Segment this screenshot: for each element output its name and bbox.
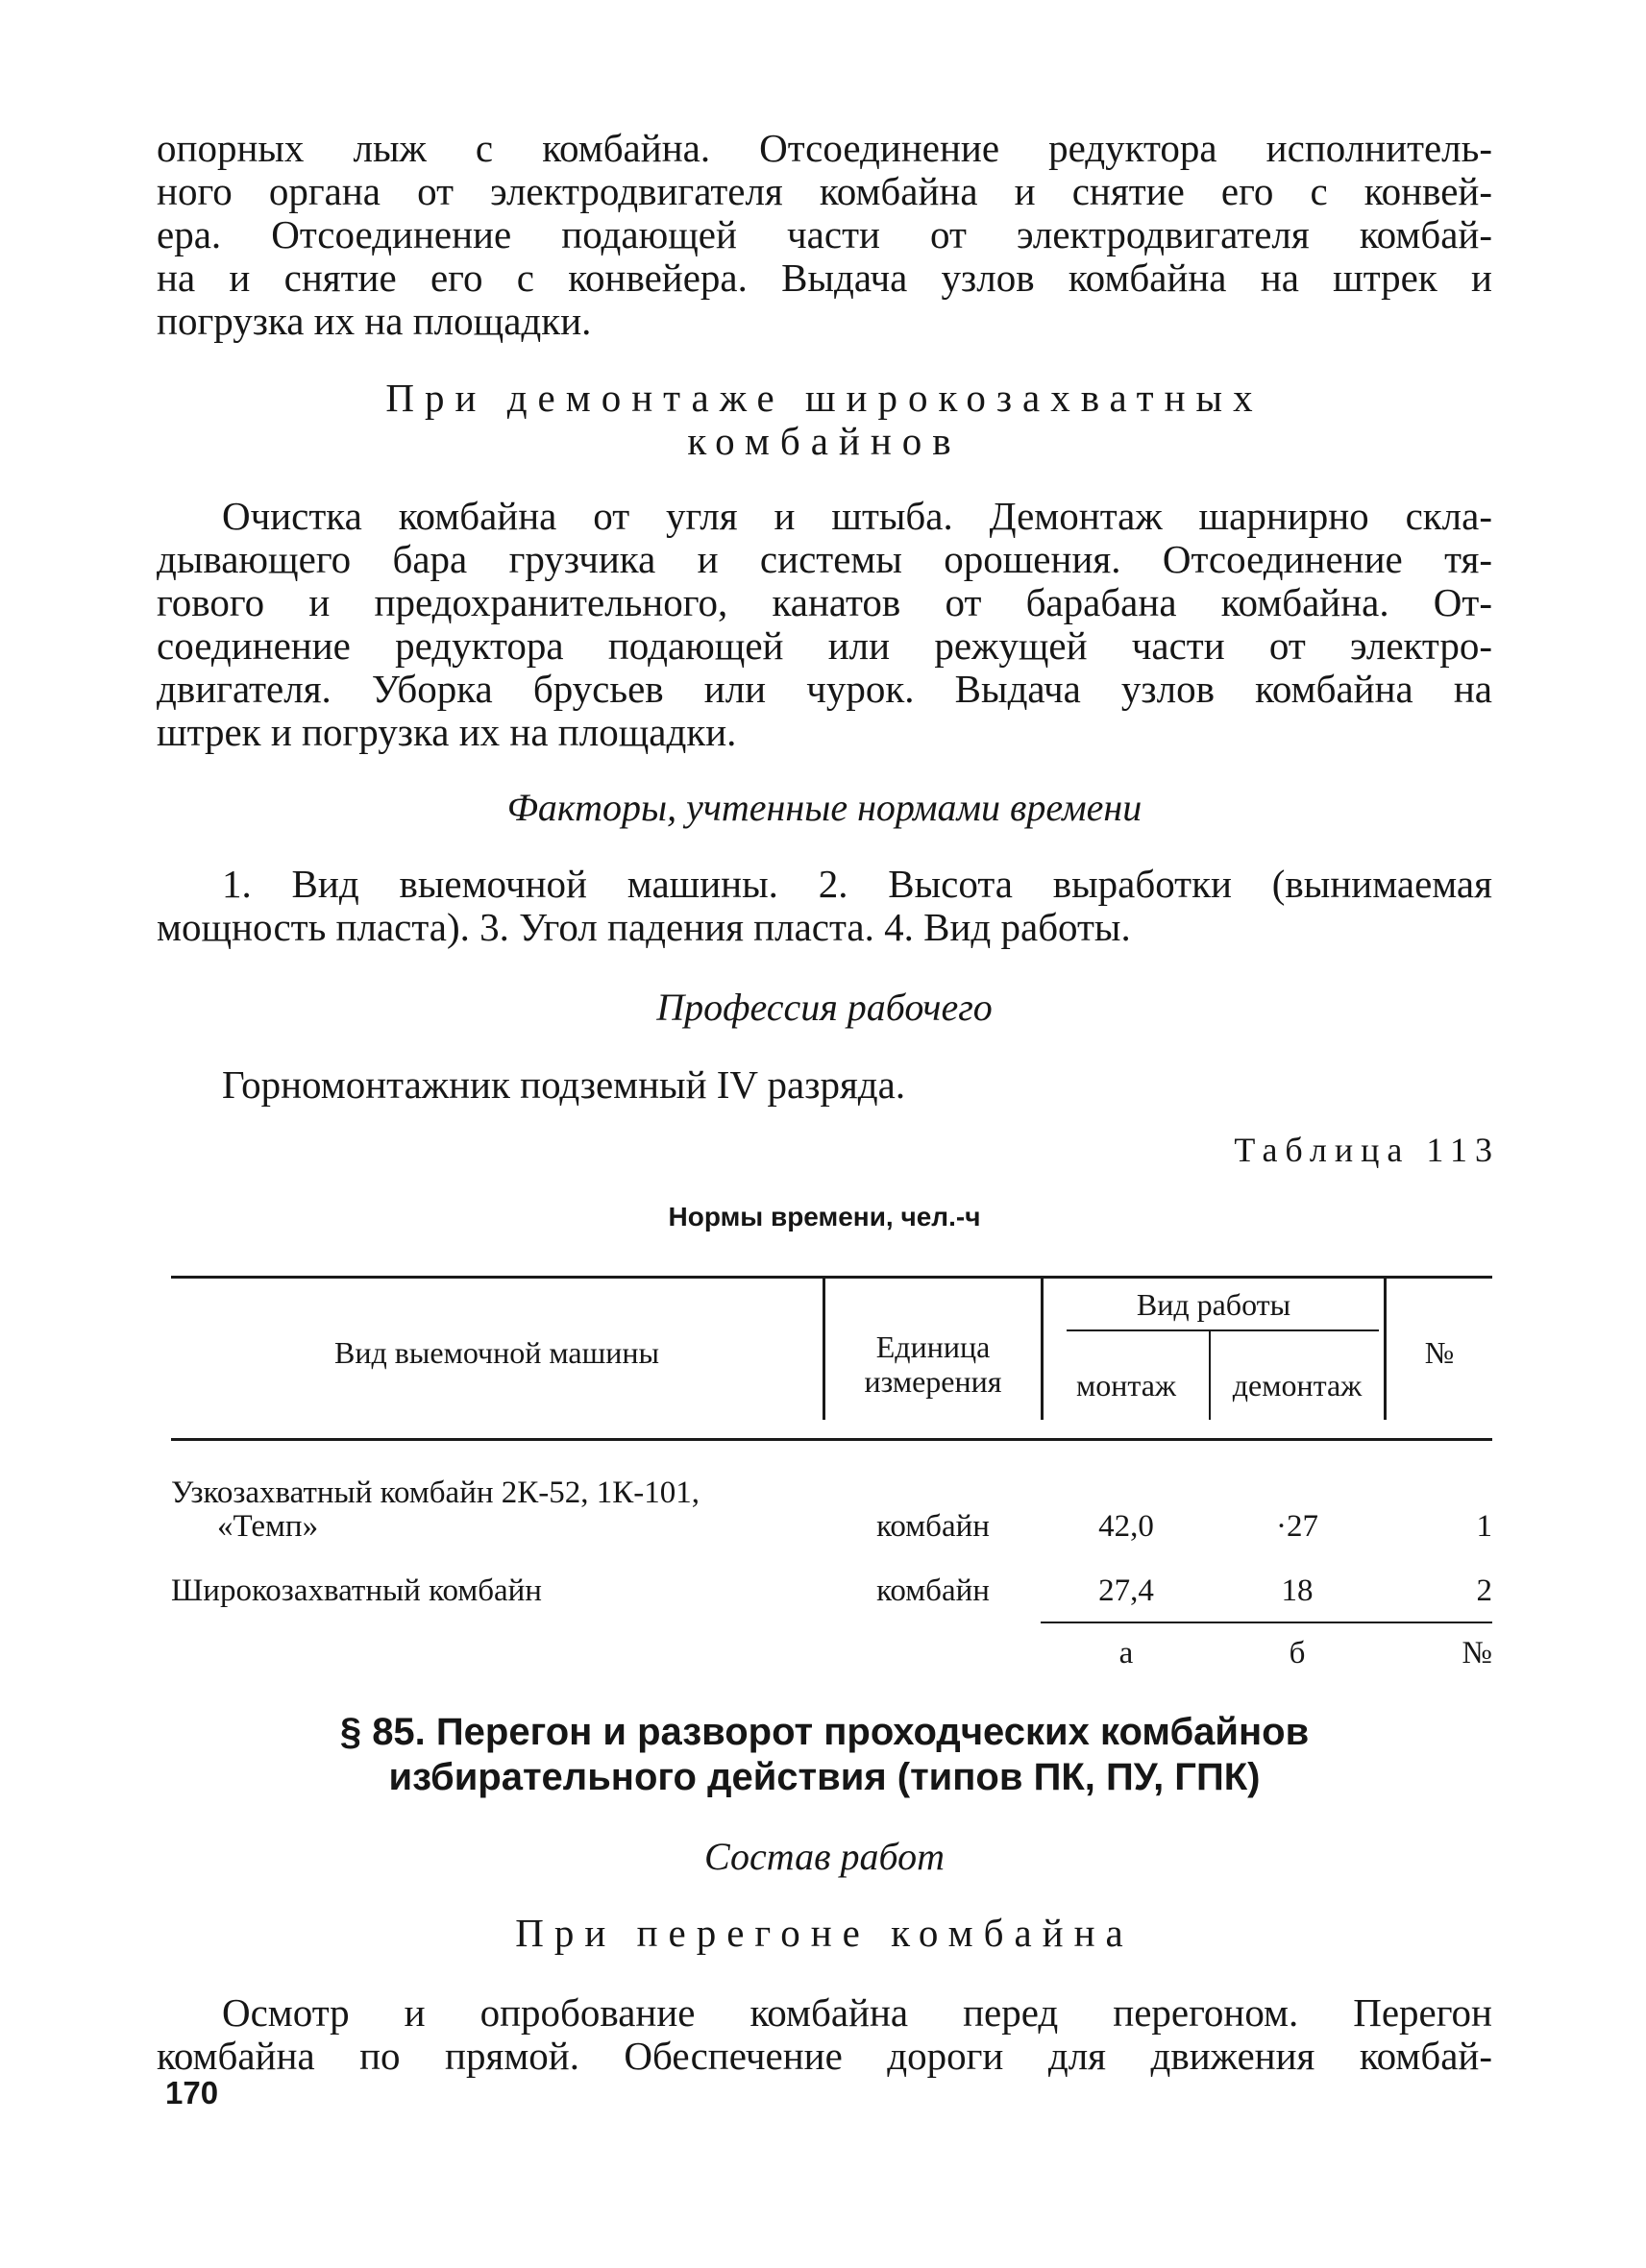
text-line: Осмотр и опробование комбайна перед перегоном. Перегон <box>222 1990 1492 2035</box>
text-line: дывающего бара грузчика и системы орошения. Отсоединение тя- <box>157 537 1492 581</box>
text-line: соединение редуктора подающей или режущей части от электро- <box>157 623 1492 668</box>
table-top-rule <box>171 1276 1492 1279</box>
table-header-rule <box>171 1438 1492 1441</box>
footer-key-a: а <box>1118 1636 1134 1671</box>
text-line: ного органа от электродвигателя комбайна и снятие его с конвей- <box>157 169 1492 213</box>
profession-paragraph <box>157 1063 1492 1107</box>
factors-heading: Факторы, учтенные нормами времени <box>506 786 1142 829</box>
row2-unit: комбайн <box>876 1573 990 1608</box>
header-unit-line2: измерения <box>864 1364 1002 1399</box>
header-machine-type: Вид выемочной машины <box>334 1335 659 1370</box>
text-line: комбайна по прямой. Обеспечение дороги для движения комбай- <box>157 2034 1492 2078</box>
header-work-type: Вид работы <box>1136 1287 1291 1322</box>
text-line: погрузка их на площадки. <box>157 299 592 343</box>
row1-number: 1 <box>1476 1509 1492 1544</box>
section-title-line1: § 85. Перегон и разворот проходческих комбайнов <box>339 1711 1310 1753</box>
table-label: Таблица 113 <box>1234 1131 1500 1169</box>
table-title: Нормы времени, чел.-ч <box>668 1202 981 1232</box>
profession-heading: Профессия рабочего <box>656 986 993 1029</box>
row1-machine-line2: «Темп» <box>217 1509 319 1544</box>
row2-dismount: 18 <box>1281 1573 1314 1608</box>
relocation-paragraph <box>157 1991 1492 2078</box>
text-line: 1. Вид выемочной машины. 2. Высота выработки (вынимаемая <box>222 862 1492 906</box>
text-line: Горномонтажник подземный IV разряда. <box>222 1062 906 1107</box>
text-line: гового и предохранительного, канатов от барабана комбайна. От- <box>157 580 1492 624</box>
text-line: на и снятие его с конвейера. Выдача узлов комбайна на штрек и <box>157 256 1492 300</box>
row2-machine: Широкозахватный комбайн <box>171 1573 542 1608</box>
header-unit-line1: Единица <box>875 1329 991 1364</box>
row1-unit: комбайн <box>876 1509 990 1544</box>
wide-combine-paragraph <box>157 495 1492 754</box>
wide-combine-heading-line2: комбайнов <box>687 419 962 463</box>
text-line: двигателя. Уборка брусьев или чурок. Выдача узлов комбайна на <box>157 667 1492 711</box>
factors-paragraph <box>157 863 1492 949</box>
row1-dismount: ·27 <box>1276 1509 1318 1544</box>
header-number: № <box>1424 1335 1455 1370</box>
row1-mount: 42,0 <box>1098 1509 1154 1544</box>
row1-machine-line1: Узкозахватный комбайн 2К-52, 1К-101, <box>171 1475 700 1510</box>
text-line: ера. Отсоединение подающей части от электродвигателя комбай- <box>157 212 1492 256</box>
intro-paragraph <box>157 127 1492 343</box>
section-title-line2: избирательного действия (типов ПК, ПУ, ГПК) <box>388 1756 1261 1798</box>
table-subheader-rule <box>1067 1329 1379 1331</box>
row2-number: 2 <box>1476 1573 1492 1608</box>
header-dismount: демонтаж <box>1232 1368 1363 1402</box>
work-composition-heading: Состав работ <box>704 1835 945 1878</box>
footer-key-number: № <box>1462 1636 1492 1671</box>
text-line: штрек и погрузка их на площадки. <box>157 710 737 754</box>
text-line: опорных лыж с комбайна. Отсоединение редуктора исполнитель- <box>157 126 1492 170</box>
text-line: мощность пласта). 3. Угол падения пласта. 4. Вид работы. <box>157 905 1131 949</box>
header-mount: монтаж <box>1075 1368 1177 1402</box>
text-line: Очистка комбайна от угля и штыба. Демонтаж шарнирно скла- <box>222 494 1492 538</box>
table-bottom-rule <box>1041 1622 1492 1623</box>
footer-key-b: б <box>1289 1636 1306 1671</box>
relocation-heading: При перегоне комбайна <box>515 1911 1134 1955</box>
page-number: 170 <box>165 2075 219 2110</box>
row2-mount: 27,4 <box>1098 1573 1154 1608</box>
wide-combine-heading-line1: При демонтаже широкозахватных <box>385 376 1264 420</box>
